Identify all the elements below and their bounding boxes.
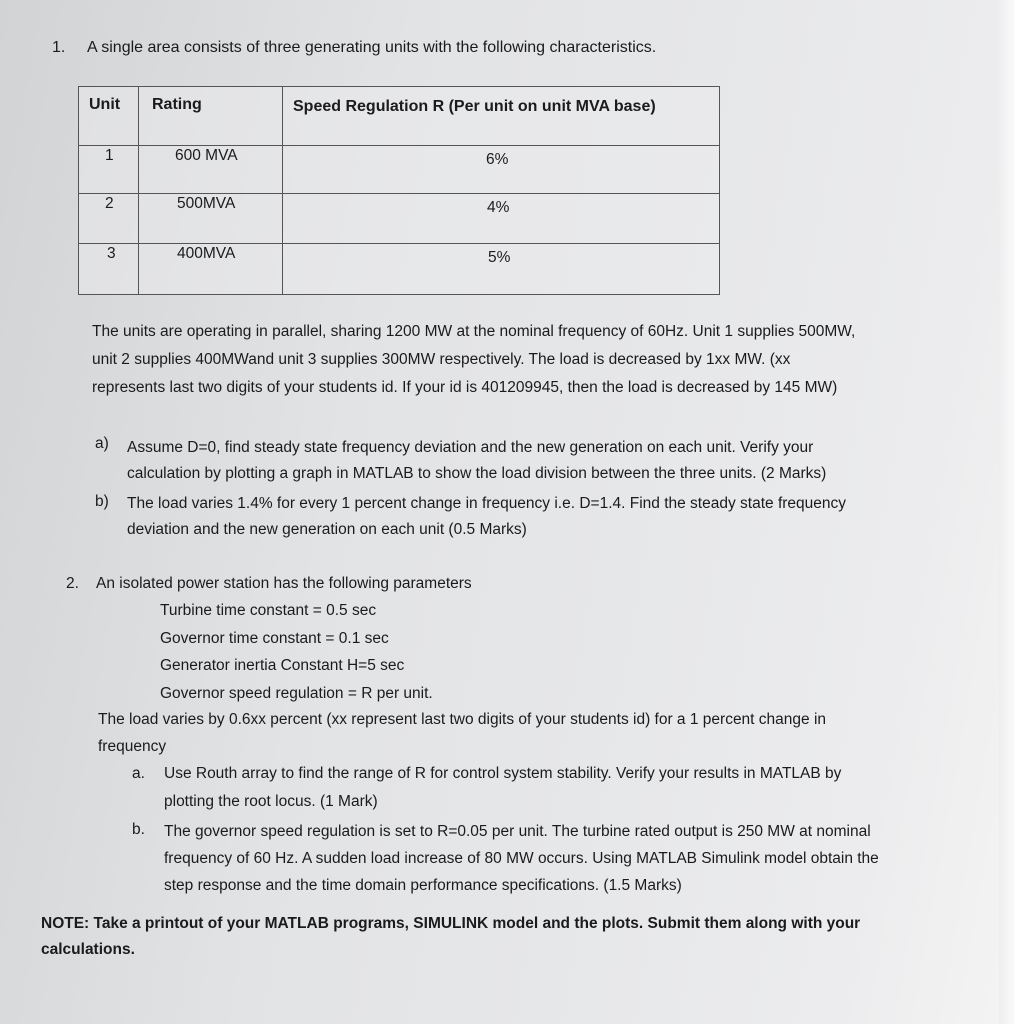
q2-heading: An isolated power station has the following parameters — [96, 575, 472, 592]
table-cell-unit-3: 3 — [107, 245, 116, 262]
q1-number: 1. — [52, 39, 66, 56]
q1-item-b-line: deviation and the new generation on each unit (0.5 Marks) — [127, 521, 527, 538]
q2-item-b-marker: b. — [132, 821, 145, 838]
q1-heading: A single area consists of three generating units with the following characteristics. — [87, 39, 657, 56]
generating-units-table — [78, 86, 720, 295]
note-line: calculations. — [41, 941, 135, 958]
q1-item-a-marker: a) — [95, 435, 109, 452]
table-cell-regulation-1: 6% — [486, 151, 509, 168]
q2-param: Governor time constant = 0.1 sec — [160, 630, 389, 647]
table-header-rating: Rating — [152, 96, 202, 113]
q2-item-b-line: The governor speed regulation is set to R=0.05 per unit. The turbine rated output is 250 MW at nominal — [164, 823, 871, 840]
q1-item-a-line: Assume D=0, find steady state frequency deviation and the new generation on each unit. Verify your — [127, 439, 814, 456]
table-cell-rating-1: 600 MVA — [175, 147, 238, 164]
table-header-speed-regulation: Speed Regulation R (Per unit on unit MVA base) — [293, 98, 656, 115]
q2-param: Generator inertia Constant H=5 sec — [160, 657, 405, 674]
table-cell-rating-3: 400MVA — [177, 245, 236, 262]
q2-load-text-line: frequency — [98, 738, 167, 755]
q2-item-a-line: Use Routh array to find the range of R for control system stability. Verify your results in MATLAB by — [164, 765, 842, 782]
note-line: NOTE: Take a printout of your MATLAB programs, SIMULINK model and the plots. Submit them along with your — [41, 915, 861, 932]
table-cell-unit-1: 1 — [105, 147, 114, 164]
table-cell-unit-2: 2 — [105, 195, 114, 212]
q2-item-a-marker: a. — [132, 765, 145, 782]
table-cell-regulation-2: 4% — [487, 199, 510, 216]
q1-item-b-line: The load varies 1.4% for every 1 percent change in frequency i.e. D=1.4. Find the steady state frequency — [127, 495, 847, 512]
q1-item-a-line: calculation by plotting a graph in MATLAB to show the load division between the three units. (2 Marks) — [127, 465, 827, 482]
monitor-bezel-edge — [999, 0, 1015, 1024]
q2-load-text-line: The load varies by 0.6xx percent (xx represent last two digits of your students id) for a 1 percent change in — [98, 711, 827, 728]
q1-paragraph-line: represents last two digits of your students id. If your id is 401209945, then the load is decreased by 145 MW) — [92, 379, 838, 396]
q1-item-b-marker: b) — [95, 493, 109, 510]
q2-number: 2. — [66, 575, 79, 592]
q2-param: Turbine time constant = 0.5 sec — [160, 602, 377, 619]
q1-paragraph-line: The units are operating in parallel, sharing 1200 MW at the nominal frequency of 60Hz. Unit 1 supplies 500MW, — [92, 323, 856, 340]
q2-item-b-line: frequency of 60 Hz. A sudden load increase of 80 MW occurs. Using MATLAB Simulink model obtain the — [164, 850, 879, 867]
table-header-unit: Unit — [89, 96, 121, 113]
q2-item-a-line: plotting the root locus. (1 Mark) — [164, 793, 378, 810]
q2-item-b-line: step response and the time domain performance specifications. (1.5 Marks) — [164, 877, 682, 894]
table-cell-rating-2: 500MVA — [177, 195, 236, 212]
q2-param: Governor speed regulation = R per unit. — [160, 685, 433, 702]
q1-paragraph-line: unit 2 supplies 400MWand unit 3 supplies 300MW respectively. The load is decreased by 1xx MW. (xx — [92, 351, 791, 368]
table-cell-regulation-3: 5% — [488, 249, 511, 266]
